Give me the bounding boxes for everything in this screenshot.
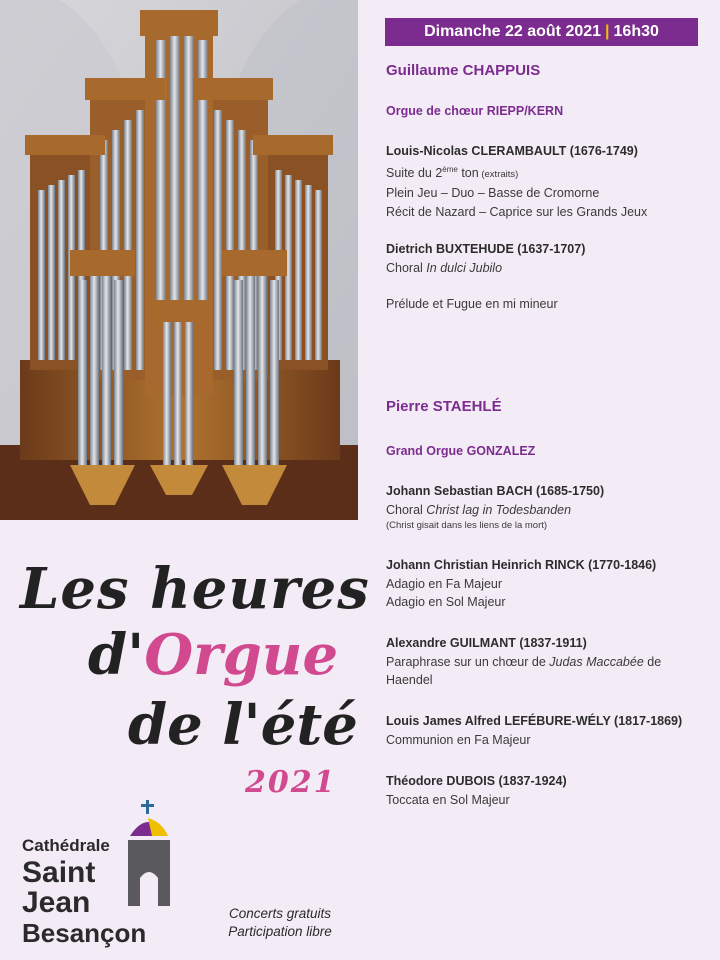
concert-date: Dimanche 22 août 2021 [424,23,602,40]
piece-title: Adagio en Sol Majeur [386,595,506,609]
composer-name: Johann Christian Heinrich RINCK (1770-1846) [386,558,657,572]
program-item-rinck [386,556,716,612]
piece-title: Choral Christ lag in Todesbanden [386,502,572,517]
cathedral-logo-icon [122,800,176,917]
composer-name: Alexandre GUILMANT (1837-1911) [386,636,587,650]
venue-line-3: Jean [22,886,91,919]
piece-translation: (Christ gisait dans les liens de la mort) [386,520,548,531]
footer-donation: Participation libre [228,924,332,939]
instrument-1: Orgue de chœur RIEPP/KERN [386,104,564,118]
piece-title: Choral In dulci Jubilo [386,260,503,275]
program-item-lefebure-wely [386,712,716,749]
banner-separator: | [605,23,610,40]
piece-title: Haendel [386,673,433,687]
composer-name: Dietrich BUXTEHUDE (1637-1707) [386,242,586,256]
event-title-line-2: d'Orgue [88,622,339,688]
piece-title: Paraphrase sur un chœur de Judas Maccabée de [386,654,662,669]
date-banner [385,18,698,46]
composer-name: Théodore DUBOIS (1837-1924) [386,774,567,788]
footer-free-concerts: Concerts gratuits [228,906,332,921]
composer-name: Johann Sebastian BACH (1685-1750) [386,484,605,498]
concert-time: 16h30 [613,23,659,40]
piece-movements: Plein Jeu – Duo – Basse de Cromorne [386,186,600,201]
venue-line-2: Saint [22,856,96,889]
event-title-line-1: Les heures [20,556,370,622]
venue-line-1: Cathédrale [22,836,110,855]
performer-2: Pierre STAEHLÉ [386,398,502,415]
piece-title: Suite du 2ème ton (extraits) [386,164,519,180]
piece-title: Prélude et Fugue en mi mineur [386,297,558,311]
piece-title: Communion en Fa Majeur [386,732,531,747]
piece-movements: Récit de Nazard – Caprice sur les Grands Jeux [386,204,648,219]
instrument-2: Grand Orgue GONZALEZ [386,444,536,458]
event-year: 2021 [245,765,337,800]
piece-title: Adagio en Fa Majeur [386,576,503,591]
program-item-bach [386,482,716,533]
composer-name: Louis James Alfred LEFÉBURE-WÉLY (1817-1869) [386,714,683,728]
event-title-line-3: de l'été [128,692,358,758]
program-item-clerambault [386,142,716,221]
organ-photo [0,0,358,520]
spacer [386,277,716,295]
program-item-dubois [386,772,716,809]
venue-line-4: Besançon [22,918,147,948]
piece-title: Toccata en Sol Majeur [386,792,510,807]
composer-name: Louis-Nicolas CLERAMBAULT (1676-1749) [386,144,638,158]
performer-1: Guillaume CHAPPUIS [386,62,541,79]
event-title-accent: Orgue [144,622,339,688]
program-item-buxtehude [386,240,716,314]
program-item-guilmant [386,634,716,690]
